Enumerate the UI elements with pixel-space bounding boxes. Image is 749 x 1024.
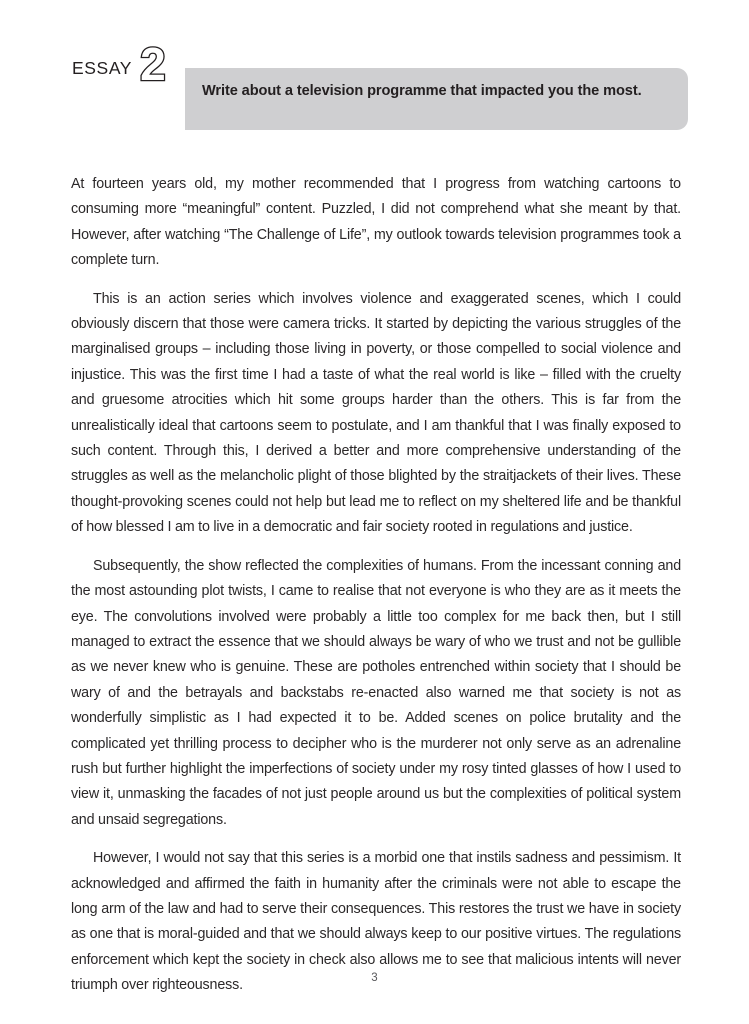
page-number: 3: [371, 972, 378, 984]
essay-label: ESSAY: [72, 57, 133, 78]
paragraph: Subsequently, the show reflected the complexities of humans. From the incessant conning and the most astounding plot twists, I came to realise that not everyone is who they are as it meets the eye. The convolutions involved were probably a little too complex for me back then, but I still managed to extract the essence that we should always be wary of who we trust and not be gullible as we never knew who is genuine. These are potholes entrenched within society that I should be wary of and the betrayals and backstabs re-enacted also warned me that society is not as wonderfully simplistic as I had expected it to be. Added scenes on police brutality and the complicated yet thrilling process to decipher who is the murderer not only serve as an adrenaline rush but further highlight the imperfections of society under my rosy tinted glasses of how I used to view it, unmasking the facades of not just people around us but the complexities of political system and unsaid segregations.: [71, 557, 681, 828]
essay-prompt-banner: [185, 68, 688, 130]
essay-number: 2: [140, 38, 166, 91]
paragraph: However, I would not say that this series is a morbid one that instils sadness and pessimism. It acknowledged and affirmed the faith in humanity after the criminals were not able to escape the long arm of the law and had to serve their consequences. This restores the trust we have in society as one that is moral-guided and that we should always keep to our positive virtues. The regulations enforcement which kept the society in check also allows me to see that malicious intents will never triumph over righteousness.: [71, 850, 681, 994]
essay-body: [71, 172, 681, 999]
paragraph: At fourteen years old, my mother recommended that I progress from watching cartoons to consuming more “meaningful” content. Puzzled, I did not comprehend what she meant by that. However, after watching “The Challenge of Life”, my outlook towards television programmes took a complete turn.: [71, 176, 681, 269]
essay-heading: [72, 36, 166, 91]
paragraph: This is an action series which involves violence and exaggerated scenes, which I could obviously discern that those were camera tricks. It started by depicting the various struggles of the marginalised groups – including those living in poverty, or those compelled to social violence and injustice. This was the first time I had a taste of what the real world is like – filled with the cruelty and gruesome atrocities which hit some groups harder than the others. This is far from the unrealistically ideal that cartoons seem to postulate, and I am thankful that I was finally exposed to such content. Through this, I derived a better and more comprehensive understanding of the struggles as well as the melancholic plight of those blighted by the straitjackets of their lives. These thought-provoking scenes could not help but lead me to reflect on my sheltered life and be thankful of how blessed I am to live in a democratic and fair society rooted in regulations and justice.: [71, 290, 681, 536]
essay-prompt-text: Write about a television programme that impacted you the most.: [202, 83, 642, 99]
